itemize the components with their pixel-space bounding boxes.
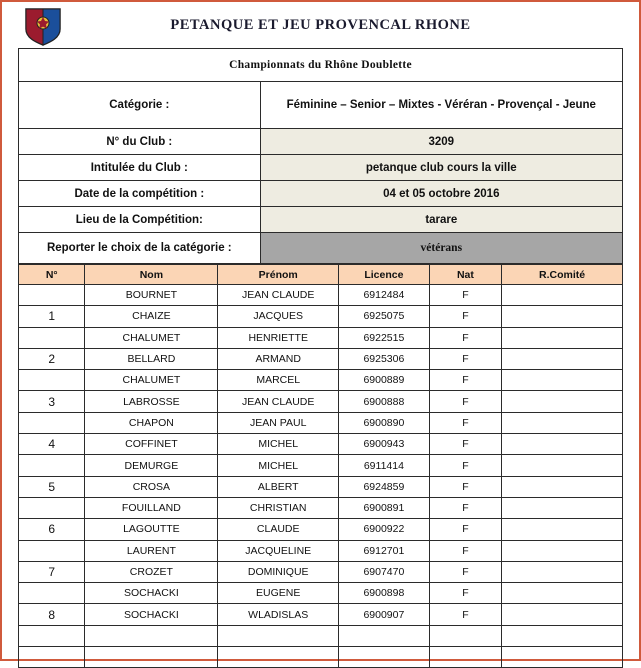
cell-nat[interactable]: F xyxy=(429,455,501,476)
cell-nom[interactable]: SOCHACKI xyxy=(85,604,218,625)
cell-licence[interactable]: 6900898 xyxy=(339,583,430,604)
table-row xyxy=(19,625,623,646)
cell-numero[interactable]: 7 xyxy=(19,561,85,582)
cell-nom[interactable]: SOCHACKI xyxy=(85,583,218,604)
cell-numero[interactable] xyxy=(19,370,85,391)
cell-nom[interactable]: LABROSSE xyxy=(85,391,218,412)
cell-licence[interactable]: 6925075 xyxy=(339,306,430,327)
cell-nom[interactable] xyxy=(85,625,218,646)
cell-rcomite[interactable] xyxy=(502,412,623,433)
cell-nat[interactable]: F xyxy=(429,519,501,540)
cell-rcomite[interactable] xyxy=(502,583,623,604)
club-name-value[interactable]: petanque club cours la ville xyxy=(260,155,622,181)
cell-prenom[interactable]: HENRIETTE xyxy=(218,327,339,348)
cell-licence[interactable]: 6900888 xyxy=(339,391,430,412)
cell-licence[interactable]: 6925306 xyxy=(339,348,430,369)
organization-title: PETANQUE ET JEU PROVENCAL RHONE xyxy=(170,16,471,33)
cell-nat[interactable]: F xyxy=(429,285,501,306)
club-number-row xyxy=(19,129,623,155)
cell-rcomite[interactable] xyxy=(502,540,623,561)
competition-date-value[interactable]: 04 et 05 octobre 2016 xyxy=(260,181,622,207)
competition-date-row xyxy=(19,181,623,207)
category-choice-label: Reporter le choix de la catégorie : xyxy=(19,233,261,264)
column-header-nat: Nat xyxy=(429,265,501,285)
table-row xyxy=(19,540,623,561)
cell-licence[interactable]: 6922515 xyxy=(339,327,430,348)
cell-prenom[interactable]: MARCEL xyxy=(218,370,339,391)
cell-numero[interactable]: 3 xyxy=(19,391,85,412)
cell-nat[interactable] xyxy=(429,625,501,646)
cell-numero[interactable] xyxy=(19,455,85,476)
sheet-title: Championnats du Rhône Doublette xyxy=(19,49,623,82)
cell-licence[interactable]: 6900922 xyxy=(339,519,430,540)
cell-numero[interactable]: 2 xyxy=(19,348,85,369)
cell-prenom[interactable]: ALBERT xyxy=(218,476,339,497)
cell-licence[interactable] xyxy=(339,625,430,646)
table-row xyxy=(19,412,623,433)
cell-licence[interactable]: 6911414 xyxy=(339,455,430,476)
cell-nat[interactable]: F xyxy=(429,561,501,582)
cell-prenom[interactable]: MICHEL xyxy=(218,434,339,455)
cell-nom[interactable]: CHALUMET xyxy=(85,327,218,348)
cell-nat[interactable]: F xyxy=(429,412,501,433)
competition-place-row xyxy=(19,207,623,233)
cell-rcomite[interactable] xyxy=(502,434,623,455)
table-row xyxy=(19,370,623,391)
cell-nom[interactable]: BELLARD xyxy=(85,348,218,369)
cell-numero[interactable] xyxy=(19,285,85,306)
cell-rcomite[interactable] xyxy=(502,391,623,412)
cell-numero[interactable]: 4 xyxy=(19,434,85,455)
title-row xyxy=(19,49,623,82)
cell-prenom[interactable]: CHRISTIAN xyxy=(218,497,339,518)
cell-numero[interactable] xyxy=(19,625,85,646)
cell-numero[interactable] xyxy=(19,540,85,561)
table-row xyxy=(19,647,623,668)
cell-licence[interactable]: 6900890 xyxy=(339,412,430,433)
cell-rcomite[interactable] xyxy=(502,455,623,476)
cell-nat[interactable]: F xyxy=(429,497,501,518)
column-header-nom: Nom xyxy=(85,265,218,285)
cell-nat[interactable]: F xyxy=(429,348,501,369)
cell-rcomite[interactable] xyxy=(502,285,623,306)
competition-info-table xyxy=(18,48,623,264)
club-number-label: N° du Club : xyxy=(19,129,261,155)
cell-prenom[interactable]: ARMAND xyxy=(218,348,339,369)
category-choice-row xyxy=(19,233,623,264)
cell-numero[interactable]: 5 xyxy=(19,476,85,497)
column-header-licence: Licence xyxy=(339,265,430,285)
table-row xyxy=(19,455,623,476)
cell-rcomite[interactable] xyxy=(502,370,623,391)
cell-numero[interactable]: 6 xyxy=(19,519,85,540)
cell-prenom[interactable] xyxy=(218,625,339,646)
cell-prenom[interactable]: JACQUES xyxy=(218,306,339,327)
cell-licence[interactable]: 6924859 xyxy=(339,476,430,497)
competition-place-value[interactable]: tarare xyxy=(260,207,622,233)
table-row xyxy=(19,306,623,327)
club-name-label: Intitulée du Club : xyxy=(19,155,261,181)
cell-nat[interactable]: F xyxy=(429,604,501,625)
cell-rcomite[interactable] xyxy=(502,497,623,518)
cell-rcomite[interactable] xyxy=(502,625,623,646)
column-header-numero: N° xyxy=(19,265,85,285)
cell-rcomite[interactable] xyxy=(502,306,623,327)
table-row xyxy=(19,583,623,604)
category-row xyxy=(19,82,623,129)
cell-rcomite[interactable] xyxy=(502,647,623,668)
cell-nat[interactable]: F xyxy=(429,583,501,604)
cell-numero[interactable] xyxy=(19,647,85,668)
players-table xyxy=(18,264,623,668)
cell-nat[interactable]: F xyxy=(429,306,501,327)
cell-licence[interactable]: 6900907 xyxy=(339,604,430,625)
column-header-prenom: Prénom xyxy=(218,265,339,285)
table-row xyxy=(19,561,623,582)
cell-prenom[interactable] xyxy=(218,647,339,668)
cell-licence[interactable]: 6900891 xyxy=(339,497,430,518)
cell-rcomite[interactable] xyxy=(502,604,623,625)
club-number-value[interactable]: 3209 xyxy=(260,129,622,155)
cell-nom[interactable]: CROSA xyxy=(85,476,218,497)
cell-nat[interactable]: F xyxy=(429,476,501,497)
category-value[interactable]: Féminine – Senior – Mixtes - Véréran - Provençal - Jeune xyxy=(260,82,622,129)
cell-prenom[interactable]: WLADISLAS xyxy=(218,604,339,625)
cell-nat[interactable]: F xyxy=(429,370,501,391)
cell-rcomite[interactable] xyxy=(502,348,623,369)
table-row xyxy=(19,519,623,540)
cell-numero[interactable] xyxy=(19,583,85,604)
cell-nom[interactable]: FOUILLAND xyxy=(85,497,218,518)
category-choice-value[interactable]: vétérans xyxy=(260,233,622,264)
cell-rcomite[interactable] xyxy=(502,476,623,497)
cell-licence[interactable]: 6900889 xyxy=(339,370,430,391)
cell-nom[interactable]: CROZET xyxy=(85,561,218,582)
club-name-row xyxy=(19,155,623,181)
cell-licence[interactable]: 6912484 xyxy=(339,285,430,306)
cell-rcomite[interactable] xyxy=(502,561,623,582)
cell-numero[interactable]: 8 xyxy=(19,604,85,625)
table-row xyxy=(19,434,623,455)
category-label: Catégorie : xyxy=(19,82,261,129)
cell-nom[interactable]: LAGOUTTE xyxy=(85,519,218,540)
cell-prenom[interactable]: EUGENE xyxy=(218,583,339,604)
cell-nom[interactable] xyxy=(85,647,218,668)
table-row xyxy=(19,285,623,306)
column-header-rcomite: R.Comité xyxy=(502,265,623,285)
cell-licence[interactable] xyxy=(339,647,430,668)
table-row xyxy=(19,391,623,412)
cell-nom[interactable]: CHALUMET xyxy=(85,370,218,391)
cell-numero[interactable] xyxy=(19,412,85,433)
cell-nat[interactable]: F xyxy=(429,391,501,412)
table-row xyxy=(19,604,623,625)
cell-prenom[interactable]: JEAN CLAUDE xyxy=(218,285,339,306)
cell-nat[interactable]: F xyxy=(429,540,501,561)
table-header-row xyxy=(19,265,623,285)
cell-numero[interactable] xyxy=(19,327,85,348)
cell-nom[interactable]: DEMURGE xyxy=(85,455,218,476)
cell-nat[interactable] xyxy=(429,647,501,668)
cell-prenom[interactable]: JACQUELINE xyxy=(218,540,339,561)
cell-licence[interactable]: 6900943 xyxy=(339,434,430,455)
table-row xyxy=(19,327,623,348)
cell-licence[interactable]: 6907470 xyxy=(339,561,430,582)
competition-place-label: Lieu de la Compétition: xyxy=(19,207,261,233)
cell-nat[interactable]: F xyxy=(429,434,501,455)
cell-prenom[interactable]: JEAN CLAUDE xyxy=(218,391,339,412)
table-row xyxy=(19,497,623,518)
cell-nom[interactable]: CHAIZE xyxy=(85,306,218,327)
cell-nat[interactable]: F xyxy=(429,327,501,348)
cell-prenom[interactable]: MICHEL xyxy=(218,455,339,476)
table-row xyxy=(19,348,623,369)
coat-of-arms-icon xyxy=(22,5,64,47)
cell-prenom[interactable]: JEAN PAUL xyxy=(218,412,339,433)
competition-date-label: Date de la compétition : xyxy=(19,181,261,207)
cell-numero[interactable]: 1 xyxy=(19,306,85,327)
cell-licence[interactable]: 6912701 xyxy=(339,540,430,561)
table-row xyxy=(19,476,623,497)
cell-prenom[interactable]: DOMINIQUE xyxy=(218,561,339,582)
cell-nom[interactable]: CHAPON xyxy=(85,412,218,433)
document-header xyxy=(2,2,639,48)
cell-rcomite[interactable] xyxy=(502,327,623,348)
cell-rcomite[interactable] xyxy=(502,519,623,540)
cell-prenom[interactable]: CLAUDE xyxy=(218,519,339,540)
cell-numero[interactable] xyxy=(19,497,85,518)
cell-nom[interactable]: LAURENT xyxy=(85,540,218,561)
cell-nom[interactable]: COFFINET xyxy=(85,434,218,455)
cell-nom[interactable]: BOURNET xyxy=(85,285,218,306)
